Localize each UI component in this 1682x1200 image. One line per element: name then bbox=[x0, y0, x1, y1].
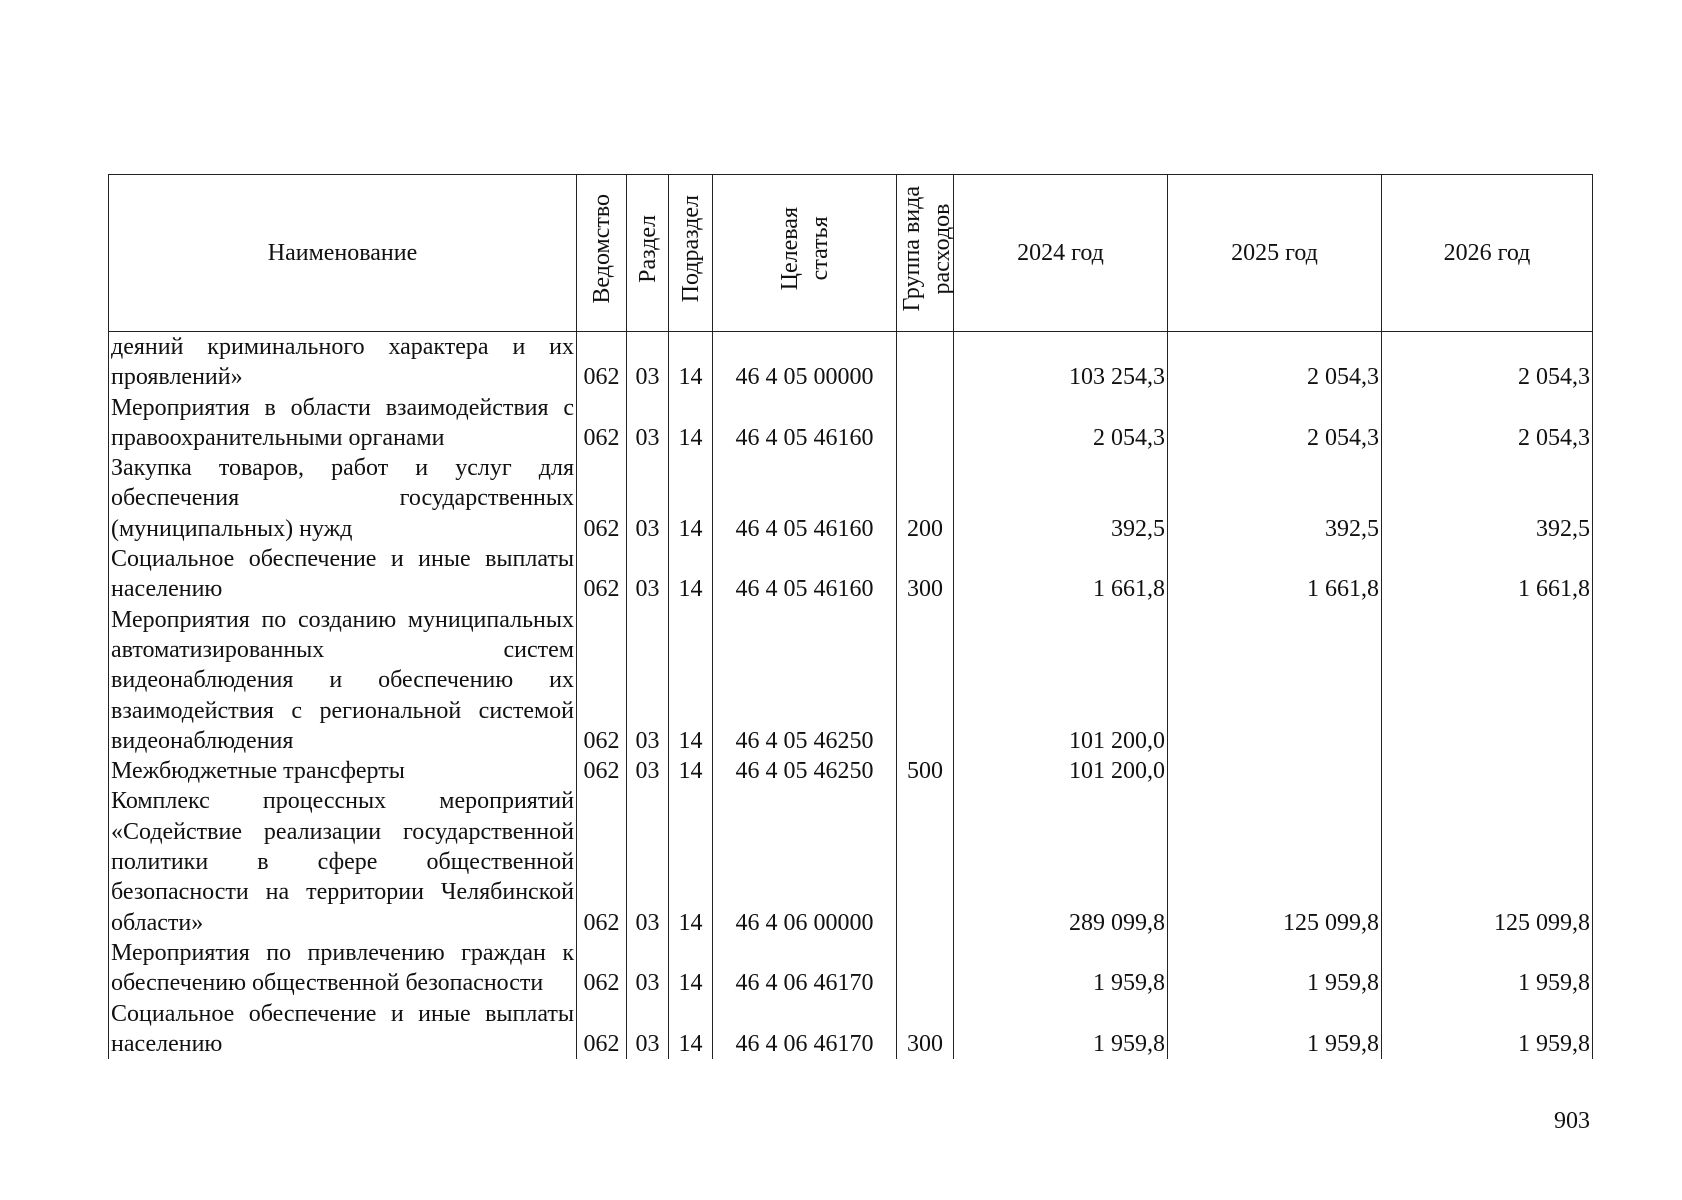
row-amount-2025: 1 661,8 bbox=[1168, 544, 1382, 605]
row-name: Межбюджетные трансферты bbox=[109, 756, 577, 786]
row-target-article: 46 4 06 00000 bbox=[713, 786, 897, 937]
table-row bbox=[109, 999, 1593, 1060]
row-expense-group: 200 bbox=[897, 453, 954, 544]
row-section: 03 bbox=[627, 453, 669, 544]
header-target-line1: Целевая bbox=[776, 207, 803, 291]
row-section: 03 bbox=[627, 786, 669, 937]
table-row bbox=[109, 786, 1593, 937]
row-department: 062 bbox=[577, 453, 627, 544]
row-amount-2024: 101 200,0 bbox=[954, 756, 1168, 786]
header-row bbox=[109, 175, 1593, 332]
row-target-article: 46 4 05 46250 bbox=[713, 605, 897, 756]
row-section: 03 bbox=[627, 332, 669, 393]
row-target-article: 46 4 05 46160 bbox=[713, 544, 897, 605]
row-subsection: 14 bbox=[669, 938, 713, 999]
header-target-article bbox=[713, 175, 897, 332]
row-amount-2024: 2 054,3 bbox=[954, 393, 1168, 454]
row-name: Мероприятия по привлечению граждан к обеспечению общественной безопасности bbox=[109, 938, 577, 999]
row-subsection: 14 bbox=[669, 605, 713, 756]
header-year-2025 bbox=[1168, 175, 1382, 332]
table-row bbox=[109, 393, 1593, 454]
row-amount-2025: 2 054,3 bbox=[1168, 393, 1382, 454]
row-amount-2025: 125 099,8 bbox=[1168, 786, 1382, 937]
row-name: Комплекс процессных мероприятий «Содействие реализации государственной политики в сфере общественной безопасности на территории Челябинской области» bbox=[109, 786, 577, 937]
row-amount-2024: 289 099,8 bbox=[954, 786, 1168, 937]
row-section: 03 bbox=[627, 605, 669, 756]
row-subsection: 14 bbox=[669, 393, 713, 454]
row-name: деяний криминального характера и их проявлений» bbox=[109, 332, 577, 393]
row-expense-group bbox=[897, 332, 954, 393]
table-row bbox=[109, 756, 1593, 786]
table-row bbox=[109, 332, 1593, 393]
row-department: 062 bbox=[577, 605, 627, 756]
row-amount-2026: 1 661,8 bbox=[1382, 544, 1593, 605]
row-expense-group bbox=[897, 786, 954, 937]
row-amount-2024: 101 200,0 bbox=[954, 605, 1168, 756]
row-expense-group: 300 bbox=[897, 544, 954, 605]
page-number: 903 bbox=[1554, 1108, 1590, 1134]
row-name: Социальное обеспечение и иные выплаты населению bbox=[109, 544, 577, 605]
row-amount-2024: 1 959,8 bbox=[954, 999, 1168, 1060]
row-department: 062 bbox=[577, 786, 627, 937]
row-department: 062 bbox=[577, 938, 627, 999]
table-row bbox=[109, 453, 1593, 544]
row-target-article: 46 4 06 46170 bbox=[713, 999, 897, 1060]
row-section: 03 bbox=[627, 393, 669, 454]
header-year-2024 bbox=[954, 175, 1168, 332]
row-target-article: 46 4 05 00000 bbox=[713, 332, 897, 393]
table-row bbox=[109, 938, 1593, 999]
header-expense-group-text bbox=[897, 186, 957, 311]
row-target-article: 46 4 05 46160 bbox=[713, 393, 897, 454]
row-amount-2026: 2 054,3 bbox=[1382, 393, 1593, 454]
row-expense-group bbox=[897, 393, 954, 454]
table-row bbox=[109, 605, 1593, 756]
row-section: 03 bbox=[627, 544, 669, 605]
row-section: 03 bbox=[627, 938, 669, 999]
row-amount-2026: 2 054,3 bbox=[1382, 332, 1593, 393]
header-department bbox=[577, 175, 627, 332]
row-section: 03 bbox=[627, 999, 669, 1060]
table-body bbox=[109, 332, 1593, 1060]
row-amount-2024: 1 959,8 bbox=[954, 938, 1168, 999]
row-section: 03 bbox=[627, 756, 669, 786]
row-amount-2025: 392,5 bbox=[1168, 453, 1382, 544]
header-group-line2: расходов bbox=[929, 203, 955, 295]
row-name: Мероприятия по созданию муниципальных автоматизированных систем видеонаблюдения и обеспечению их взаимодействия с региональной системой видеонаблюдения bbox=[109, 605, 577, 756]
row-amount-2025 bbox=[1168, 605, 1382, 756]
row-amount-2025: 2 054,3 bbox=[1168, 332, 1382, 393]
row-amount-2026: 392,5 bbox=[1382, 453, 1593, 544]
row-expense-group: 500 bbox=[897, 756, 954, 786]
table-row bbox=[109, 544, 1593, 605]
row-subsection: 14 bbox=[669, 999, 713, 1060]
row-subsection: 14 bbox=[669, 544, 713, 605]
row-amount-2024: 1 661,8 bbox=[954, 544, 1168, 605]
header-name-text: Наименование bbox=[267, 239, 418, 266]
header-year-2024-text: 2024 год bbox=[1017, 239, 1104, 266]
row-expense-group bbox=[897, 605, 954, 756]
row-amount-2026: 125 099,8 bbox=[1382, 786, 1593, 937]
row-subsection: 14 bbox=[669, 332, 713, 393]
header-section-text: Раздел bbox=[634, 214, 661, 283]
row-amount-2025: 1 959,8 bbox=[1168, 999, 1382, 1060]
row-target-article: 46 4 06 46170 bbox=[713, 938, 897, 999]
row-amount-2025 bbox=[1168, 756, 1382, 786]
header-name bbox=[109, 175, 577, 332]
header-expense-group bbox=[897, 175, 954, 332]
row-name: Мероприятия в области взаимодействия с правоохранительными органами bbox=[109, 393, 577, 454]
header-subsection bbox=[669, 175, 713, 332]
row-amount-2024: 392,5 bbox=[954, 453, 1168, 544]
row-department: 062 bbox=[577, 756, 627, 786]
header-year-2026-text: 2026 год bbox=[1443, 239, 1531, 266]
header-year-2026 bbox=[1382, 175, 1593, 332]
row-amount-2024: 103 254,3 bbox=[954, 332, 1168, 393]
budget-table bbox=[108, 174, 1593, 1059]
row-subsection: 14 bbox=[669, 453, 713, 544]
row-expense-group: 300 bbox=[897, 999, 954, 1060]
row-department: 062 bbox=[577, 544, 627, 605]
header-target-line2: статья bbox=[806, 216, 833, 281]
header-year-2025-text: 2025 год bbox=[1231, 239, 1318, 266]
header-section bbox=[627, 175, 669, 332]
table-header bbox=[109, 175, 1593, 332]
row-subsection: 14 bbox=[669, 786, 713, 937]
row-amount-2026 bbox=[1382, 756, 1593, 786]
header-subsection-text: Подраздел bbox=[677, 195, 704, 303]
row-target-article: 46 4 05 46250 bbox=[713, 756, 897, 786]
row-name: Закупка товаров, работ и услуг для обеспечения государственных (муниципальных) нужд bbox=[109, 453, 577, 544]
row-amount-2026: 1 959,8 bbox=[1382, 938, 1593, 999]
header-target-article-text bbox=[775, 207, 835, 290]
row-amount-2026 bbox=[1382, 605, 1593, 756]
row-department: 062 bbox=[577, 332, 627, 393]
row-department: 062 bbox=[577, 393, 627, 454]
header-department-text: Ведомство bbox=[588, 194, 615, 304]
row-amount-2025: 1 959,8 bbox=[1168, 938, 1382, 999]
row-subsection: 14 bbox=[669, 756, 713, 786]
row-expense-group bbox=[897, 938, 954, 999]
row-target-article: 46 4 05 46160 bbox=[713, 453, 897, 544]
row-amount-2026: 1 959,8 bbox=[1382, 999, 1593, 1060]
header-group-line1: Группа вида bbox=[899, 186, 925, 312]
row-name: Социальное обеспечение и иные выплаты населению bbox=[109, 999, 577, 1060]
row-department: 062 bbox=[577, 999, 627, 1060]
